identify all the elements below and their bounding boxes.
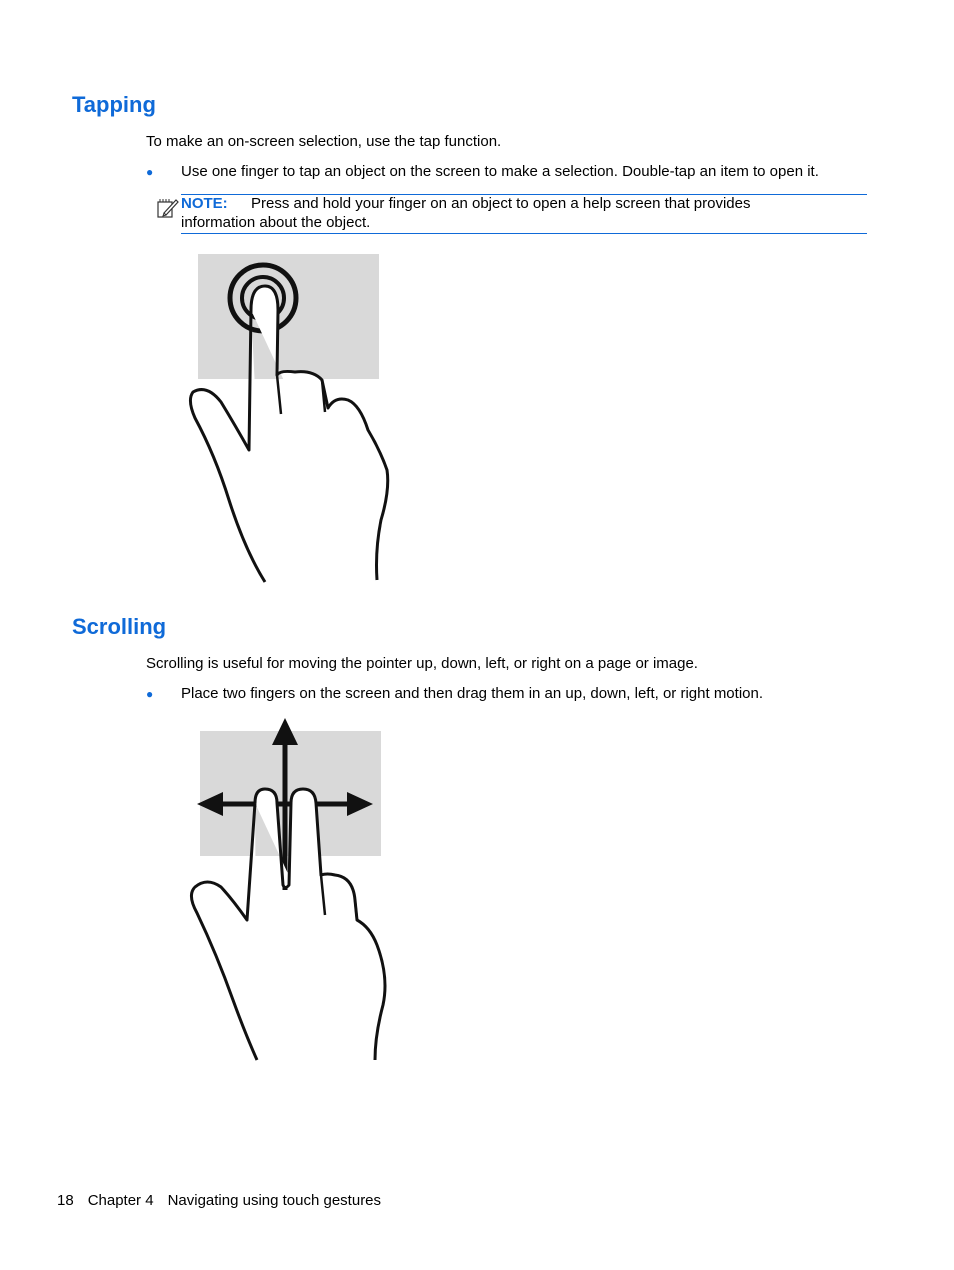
note-pencil-icon xyxy=(156,196,180,220)
tapping-bullet-text: Use one finger to tap an object on the screen to make a selection. Double-tap an item to open it. xyxy=(181,163,819,180)
scrolling-bullet-text: Place two fingers on the screen and then drag them in an up, down, left, or right motion. xyxy=(181,685,764,702)
chapter-label: Chapter 4 xyxy=(87,1192,154,1209)
scrolling-intro: Scrolling is useful for moving the pointer up, down, left, or right on a page or image. xyxy=(146,655,698,672)
scrolling-heading: Scrolling xyxy=(72,614,167,639)
bullet-marker: ● xyxy=(146,687,154,701)
note-text-line1: Press and hold your finger on an object to open a help screen that provides xyxy=(251,195,751,212)
note-box xyxy=(181,194,867,234)
bullet-marker: ● xyxy=(146,165,154,179)
chapter-title: Navigating using touch gestures xyxy=(167,1192,382,1209)
scroll-gesture-illustration xyxy=(185,715,400,1065)
tapping-intro: To make an on-screen selection, use the tap function. xyxy=(146,133,502,150)
note-label: NOTE: xyxy=(181,195,228,212)
page-number: 18 xyxy=(57,1192,74,1209)
page-footer xyxy=(57,1192,395,1210)
tapping-heading: Tapping xyxy=(72,92,156,117)
note-text-line2: information about the object. xyxy=(181,214,371,231)
tap-gesture-illustration xyxy=(185,250,400,590)
